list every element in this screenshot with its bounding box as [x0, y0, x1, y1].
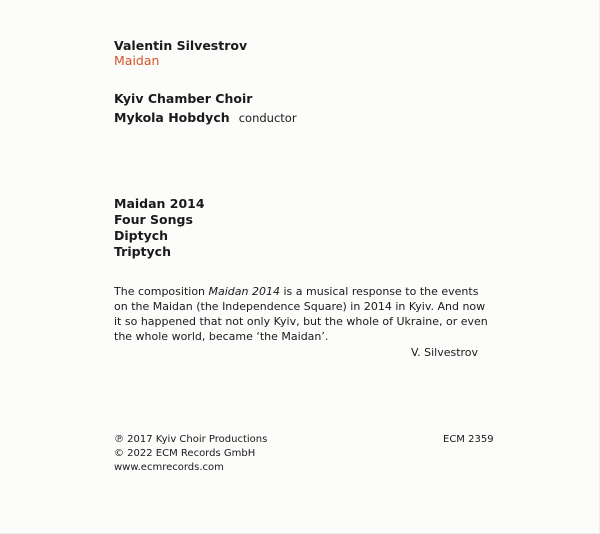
- track-title-4: Triptych: [114, 244, 171, 259]
- quote-line-4: the whole world, became ‘the Maidan’.: [114, 330, 329, 343]
- track-title-1: Maidan 2014: [114, 196, 205, 211]
- conductor-line: [114, 107, 297, 126]
- phonographic-copyright: ℗ 2017 Kyiv Choir Productions: [114, 434, 268, 445]
- catalog-number: ECM 2359: [443, 434, 494, 445]
- conductor-role: conductor: [238, 111, 297, 125]
- quote-signature: V. Silvestrov: [411, 346, 479, 359]
- quote-line-2: on the Maidan (the Independence Square) in 2014 in Kyiv. And now: [114, 300, 486, 313]
- track-title-3: Diptych: [114, 228, 169, 243]
- track-title-2: Four Songs: [114, 212, 193, 227]
- composer-name: Valentin Silvestrov: [114, 38, 248, 53]
- album-title: Maidan: [114, 53, 160, 68]
- quote-line-1-start: The composition: [114, 285, 209, 298]
- quote-line-3: it so happened that not only Kyiv, but the whole of Ukraine, or even: [114, 315, 488, 328]
- quote-line-1: [114, 284, 478, 300]
- copyright-notice: © 2022 ECM Records GmbH: [114, 448, 256, 459]
- ensemble-name: Kyiv Chamber Choir: [114, 91, 253, 106]
- quote-line-1-end: is a musical response to the events: [280, 285, 479, 298]
- website-link[interactable]: www.ecmrecords.com: [114, 462, 224, 473]
- conductor-name: Mykola Hobdych: [114, 110, 230, 125]
- quote-work-title: Maidan 2014: [208, 285, 280, 298]
